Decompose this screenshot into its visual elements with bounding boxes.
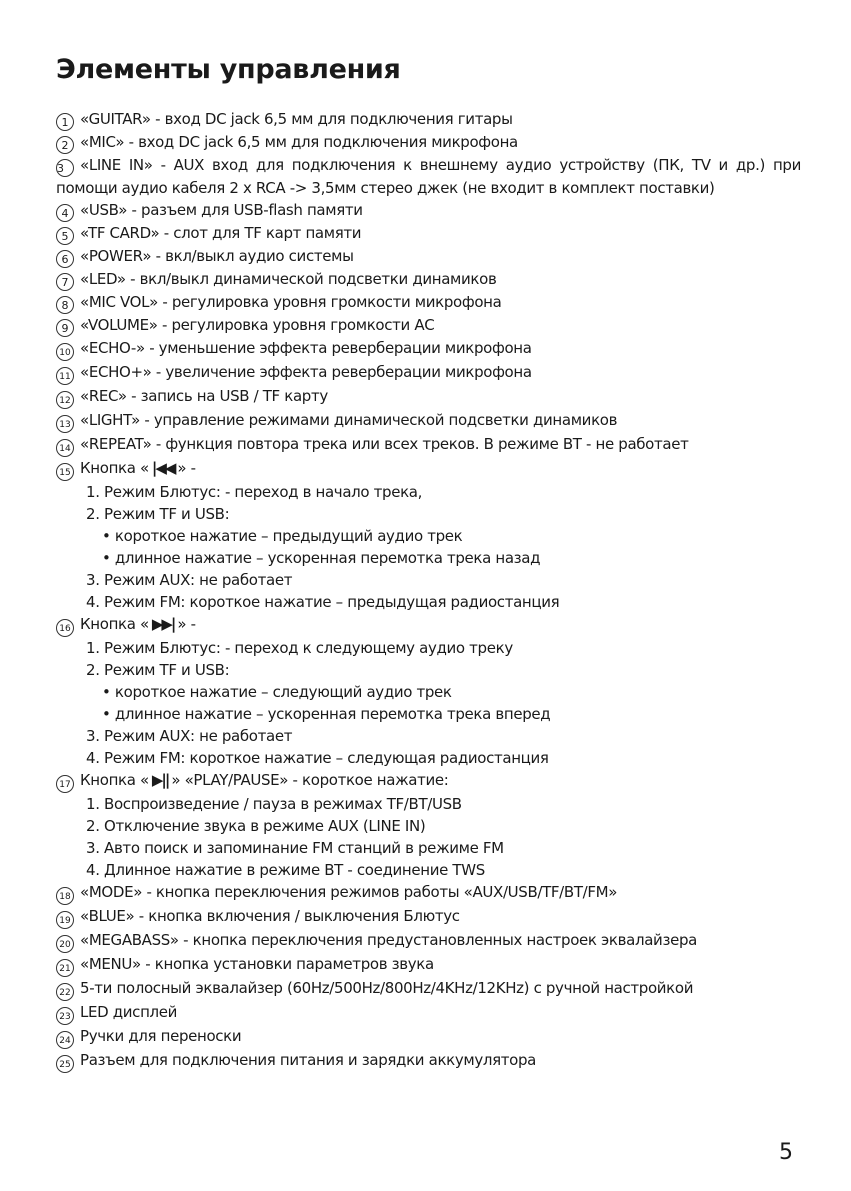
bullet-item: • длинное нажатие – ускоренная перемотка трека вперед	[102, 705, 551, 723]
list-item	[56, 337, 801, 361]
list-item	[56, 977, 801, 1001]
item-text: «LED» - вкл/выкл динамической подсветки динамиков	[80, 270, 497, 288]
item-number: 7	[56, 273, 74, 291]
list-item	[56, 314, 801, 337]
sub-item: 2. Отключение звука в режиме AUX (LINE IN)	[86, 817, 426, 835]
item-number: 5	[56, 227, 74, 245]
item-text: «LIGHT» - управление режимами динамической подсветки динамиков	[80, 411, 618, 429]
page-number: 5	[779, 1140, 793, 1165]
item-text: «LINE IN» - AUX вход для подключения к внешнему аудио устройству (ПК, TV и др.) при помощи аудио кабеля 2 х RCA -> 3,5мм стерео джек (не входит в комплект поставки)	[56, 156, 801, 197]
item-text: Кнопка «	[80, 459, 149, 477]
sub-item: 2. Режим TF и USB:	[86, 505, 230, 523]
item-text: Кнопка «	[80, 771, 149, 789]
sub-item: 3. Режим AUX: не работает	[86, 571, 293, 589]
sub-item: 1. Режим Блютус: - переход в начало трека,	[86, 483, 423, 501]
sub-item: 4. Режим FM: короткое нажатие – следующая радиостанция	[86, 749, 549, 767]
list-item	[56, 385, 801, 409]
list-item	[56, 905, 801, 929]
item-number: 16	[56, 619, 74, 637]
item-number: 4	[56, 204, 74, 222]
list-item	[56, 199, 801, 222]
list-item	[56, 131, 801, 154]
bullet-item: • короткое нажатие – следующий аудио трек	[102, 683, 452, 701]
bullet-item: • длинное нажатие – ускоренная перемотка трека назад	[102, 549, 541, 567]
page-title: Элементы управления	[56, 54, 401, 85]
list-item	[56, 953, 801, 977]
item-text: Кнопка «	[80, 615, 149, 633]
item-text: «VOLUME» - регулировка уровня громкости АС	[80, 316, 435, 334]
item-text: » -	[177, 615, 196, 633]
item-text: «TF CARD» - слот для TF карт памяти	[80, 224, 362, 242]
item-text: «MENU» - кнопка установки параметров звука	[80, 955, 434, 973]
item-number: 17	[56, 775, 74, 793]
item-text: «MODE» - кнопка переключения режимов работы «AUX/USB/TF/BT/FM»	[80, 883, 618, 901]
list-item-prev-button	[56, 457, 801, 481]
list-item	[56, 361, 801, 385]
list-item	[56, 1001, 801, 1025]
item-text: «REC» - запись на USB / TF карту	[80, 387, 328, 405]
list-item	[56, 1025, 801, 1049]
item-number: 6	[56, 250, 74, 268]
item-number: 8	[56, 296, 74, 314]
item-number: 2	[56, 136, 74, 154]
bullet-item: • короткое нажатие – предыдущий аудио трек	[102, 527, 463, 545]
item-text: «MIC» - вход DC jack 6,5 мм для подключения микрофона	[80, 133, 518, 151]
sub-item: 4. Режим FM: короткое нажатие – предыдущая радиостанция	[86, 593, 560, 611]
list-item	[56, 154, 801, 199]
item-text: «GUITAR» - вход DC jack 6,5 мм для подключения гитары	[80, 110, 513, 128]
list-item	[56, 245, 801, 268]
list-item	[56, 929, 801, 953]
item-number: 23	[56, 1007, 74, 1025]
list-item	[56, 268, 801, 291]
play-pause-icon: ▶||	[151, 771, 169, 789]
item-number: 11	[56, 367, 74, 385]
item-text: «MEGABASS» - кнопка переключения предустановленных настроек эквалайзера	[80, 931, 697, 949]
sub-item: 3. Режим AUX: не работает	[86, 727, 293, 745]
list-item	[56, 291, 801, 314]
sub-item: 4. Длинное нажатие в режиме BT - соединение TWS	[86, 861, 485, 879]
item-text: LED дисплей	[80, 1003, 178, 1021]
controls-list	[56, 108, 801, 1073]
list-item	[56, 409, 801, 433]
list-item-next-button	[56, 613, 801, 637]
next-track-icon: ▶▶|	[151, 615, 175, 633]
previous-track-icon: |◀◀	[151, 459, 175, 477]
list-item	[56, 433, 801, 457]
item-number: 24	[56, 1031, 74, 1049]
item-number: 25	[56, 1055, 74, 1073]
item-text: «REPEAT» - функция повтора трека или всех треков. В режиме BT - не работает	[80, 435, 689, 453]
list-item	[56, 1049, 801, 1073]
item-text: Разъем для подключения питания и зарядки аккумулятора	[80, 1051, 537, 1069]
item-number: 1	[56, 113, 74, 131]
item-number: 20	[56, 935, 74, 953]
item-text: «MIC VOL» - регулировка уровня громкости микрофона	[80, 293, 502, 311]
item-number: 10	[56, 343, 74, 361]
item-text: Ручки для переноски	[80, 1027, 242, 1045]
item-text: «POWER» - вкл/выкл аудио системы	[80, 247, 354, 265]
list-item	[56, 881, 801, 905]
item-number: 18	[56, 887, 74, 905]
item-number: 21	[56, 959, 74, 977]
sub-item: 3. Авто поиск и запоминание FM станций в режиме FM	[86, 839, 504, 857]
item-number: 15	[56, 463, 74, 481]
list-item	[56, 108, 801, 131]
item-text: «USB» - разъем для USB-flash памяти	[80, 201, 363, 219]
item-text: «ECHO+» - увеличение эффекта реверберации микрофона	[80, 363, 532, 381]
list-item	[56, 222, 801, 245]
item-number: 22	[56, 983, 74, 1001]
item-number: 14	[56, 439, 74, 457]
item-number: 19	[56, 911, 74, 929]
item-number: 13	[56, 415, 74, 433]
item-text: 5-ти полосный эквалайзер (60Hz/500Hz/800Hz/4KHz/12KHz) с ручной настройкой	[80, 979, 694, 997]
sub-item: 1. Воспроизведение / пауза в режимах TF/BT/USB	[86, 795, 462, 813]
list-item-play-pause	[56, 769, 801, 793]
item-text: «ECHO-» - уменьшение эффекта реверберации микрофона	[80, 339, 532, 357]
sub-item: 1. Режим Блютус: - переход к следующему аудио треку	[86, 639, 513, 657]
item-text: » -	[177, 459, 196, 477]
sub-item: 2. Режим TF и USB:	[86, 661, 230, 679]
item-number: 12	[56, 391, 74, 409]
item-number: 3	[56, 159, 74, 177]
item-text: «BLUE» - кнопка включения / выключения Блютус	[80, 907, 460, 925]
item-text: » «PLAY/PAUSE» - короткое нажатие:	[171, 771, 449, 789]
item-number: 9	[56, 319, 74, 337]
